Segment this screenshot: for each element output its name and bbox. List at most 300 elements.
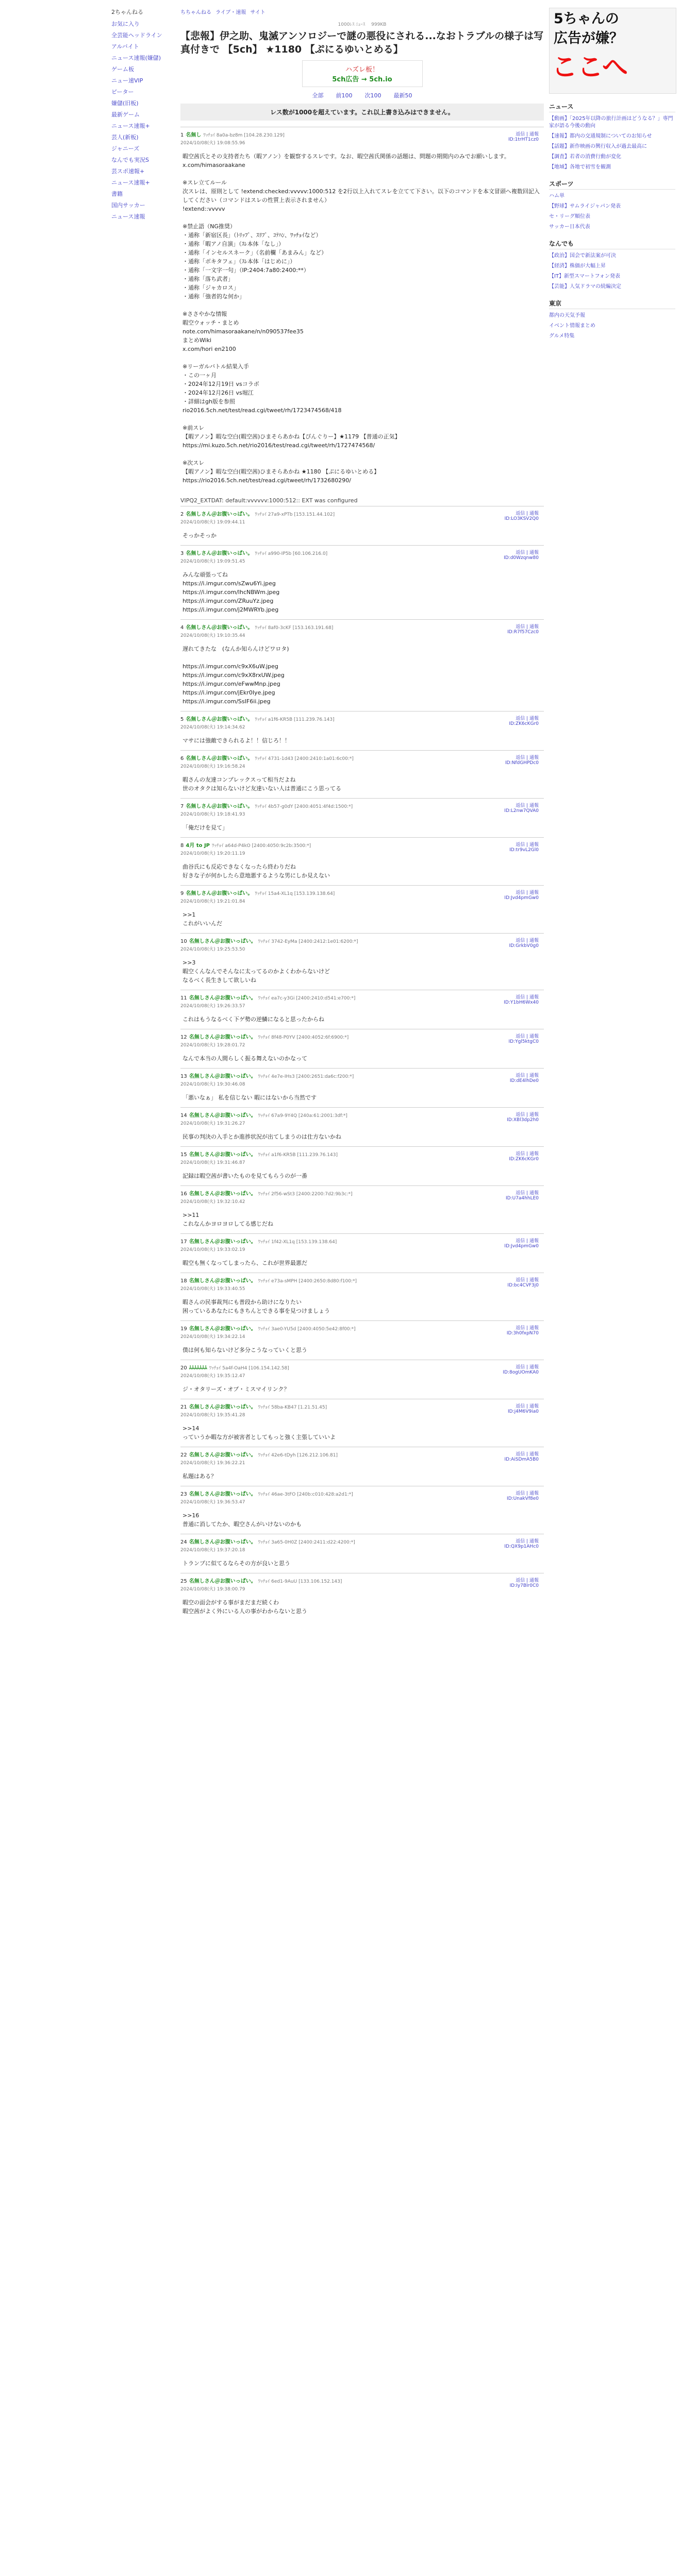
thread-main [180,8,544,1621]
reply-link[interactable]: 返信 [516,1578,525,1583]
post-number[interactable]: 11 [180,995,187,1001]
post-actions: 返信 | 通報 ID:j4M6V9ia0 [508,1404,539,1414]
post-actions: 返信 | 通報 ID:NfdGHPDc0 [505,755,539,766]
post-id[interactable]: ID:U7a4hhLE0 [505,1196,539,1201]
post-body: 暇さんの民事裁判にも普段から助けになりたい 困っているあなたにもきちんとできる事を見つけましょう [182,1299,330,1314]
post-name[interactable]: 名無しさん＠お腹いっぱい。 [189,1452,256,1458]
post-name[interactable]: 名無しさん＠お腹いっぱい。 [186,756,253,761]
post-date: 2024/10/08(火) 19:08:55.96 [180,141,245,146]
post-body: 暇さんの友達コンプレックスって相当だよね 世のオタクは知らないけど友達いない人は普通にこう思ってる [182,776,341,792]
report-link[interactable]: 通報 [529,1578,539,1583]
post-id[interactable]: ID:Jvd4pmGw0 [504,895,539,901]
reply-link[interactable]: 返信 [516,511,525,516]
news-item[interactable]: 【動画】「2025年以降の旅行計画はどうなる？」専門家が語る今後の動向 [549,116,673,129]
post-name[interactable]: 名無しさん＠お腹いっぱい。 [189,1579,256,1584]
post-id[interactable]: ID:GrkbV0g0 [509,943,539,948]
post [180,1068,544,1107]
post-id[interactable]: ID:NfdGHPDc0 [505,760,539,766]
post-header [180,841,544,849]
left-nav [108,8,180,222]
ad-line-1: ハズレ板！ [345,66,379,74]
nav-item[interactable]: ピーター [111,89,134,95]
post-body: >>14 っていうか暇な方が被害者としてもっと強く主張していいよ [182,1425,336,1440]
report-link[interactable]: 通報 [529,1034,539,1039]
post [180,506,544,545]
post-date: 2024/10/08(火) 19:26:33.57 [180,1004,245,1009]
post-name[interactable]: 名無しさん＠お腹いっぱい。 [186,804,253,809]
news-item[interactable]: 【調査】若者の消費行動が変化 [549,154,621,160]
post-name[interactable]: 名無しさん＠お腹いっぱい。 [189,1326,256,1332]
post-date: 2024/10/08(火) 19:35:41.28 [180,1413,245,1418]
post-date: 2024/10/08(火) 19:36:53.47 [180,1500,245,1505]
reply-link[interactable]: 返信 [516,1151,525,1157]
nav-item[interactable]: ゲーム板 [111,66,134,73]
nav-item[interactable]: ジャニーズ [111,145,140,152]
reply-link[interactable]: 返信 [516,132,525,137]
post-name[interactable]: 名無しさん＠お腹いっぱい。 [189,939,256,944]
reply-link[interactable]: 返信 [516,1491,525,1496]
post-header [180,1237,544,1245]
post-actions: 返信 | 通報 ID:d0Wzqnw80 [504,550,539,561]
third-list [549,312,675,340]
post-actions: 返信 | 通報 ID:3h0fxpN70 [506,1326,539,1336]
report-link[interactable]: 通報 [529,624,539,630]
reply-link[interactable]: 返信 [516,938,525,943]
reply-link[interactable]: 返信 [516,1278,525,1283]
post-actions: 返信 | 通報 ID:ZK6cKGr0 [509,716,539,726]
post [180,545,544,619]
post-header [180,1111,544,1118]
post-meta: ﾜｯﾁｮｲ 8af0-3cKF [153.163.191.68] [255,625,334,631]
report-link[interactable]: 通報 [529,1365,539,1370]
post [180,1534,544,1573]
reply-link[interactable]: 返信 [516,890,525,895]
post-name[interactable]: 4月 to JP [186,843,210,849]
post-name[interactable]: ﾑﾑﾑﾑﾑﾑﾑ [189,1365,207,1371]
post-meta: ﾜｯﾁｮｲ ea7c-y3Gi [2400:2410:d541:e700:*] [258,996,356,1001]
post-number[interactable]: 4 [180,625,184,631]
nav-items [108,18,180,222]
post-id[interactable]: ID:R7f57Czc0 [507,630,539,635]
sports-item[interactable]: サッカー日本代表 [549,224,590,230]
sports-item[interactable]: 【野球】サムライジャパン発表 [549,204,621,209]
post [180,1185,544,1233]
other-item[interactable]: 【芸能】人気ドラマの続編決定 [549,284,621,290]
third-item[interactable]: グルメ特集 [549,333,575,339]
post-id[interactable]: ID:AiSDmA5B0 [504,1457,539,1462]
thread-nav-link[interactable]: 次100 [364,92,381,99]
post-number[interactable]: 16 [180,1191,187,1197]
report-link[interactable]: 通報 [529,1073,539,1078]
post-actions: 返信 | 通報 ID:R7f57Czc0 [507,624,539,635]
report-link[interactable]: 通報 [529,995,539,1000]
post-id[interactable]: ID:1trHT1cz0 [508,137,539,142]
post-name[interactable]: 名無しさん＠お腹いっぱい。 [189,995,256,1001]
sports-heading: スポーツ [549,179,675,190]
post-id[interactable]: ID:XBl3dp2h0 [507,1117,539,1123]
post-actions: 返信 | 通報 ID:Iy7Blr0C0 [509,1578,539,1588]
post-number[interactable]: 3 [180,551,184,556]
post-number[interactable]: 21 [180,1404,187,1410]
news-item[interactable]: 【地域】各地で初雪を観測 [549,164,611,170]
post-body: マサには強敵できられるよ！！信じろ！！ [182,737,290,744]
reply-link[interactable]: 返信 [516,1112,525,1117]
reply-link[interactable]: 返信 [516,1452,525,1457]
reply-link[interactable]: 返信 [516,1239,525,1244]
reply-link[interactable]: 返信 [516,550,525,555]
sports-item[interactable]: セ・リーグ順位表 [549,214,590,219]
post-number[interactable]: 20 [180,1365,187,1371]
post-id[interactable]: ID:Jvd4pmGw0 [504,1244,539,1249]
nav-item[interactable]: 書籍 [111,191,123,197]
post-date: 2024/10/08(火) 19:33:40.55 [180,1286,245,1292]
post-actions: 返信 | 通報 ID:L2nw7QVA0 [504,803,539,814]
post-name[interactable]: 名無し [186,132,202,138]
report-link[interactable]: 通報 [529,1151,539,1157]
nav-item[interactable]: 国内サッカー [111,202,145,209]
report-link[interactable]: 通報 [529,1191,539,1196]
post-header [180,937,544,944]
report-link[interactable]: 通報 [529,716,539,721]
other-item[interactable]: 【政治】国会で新法案が可決 [549,253,616,259]
post-actions: 返信 | 通報 ID:XBl3dp2h0 [507,1112,539,1123]
post-id[interactable]: ID:8ogUOmKA0 [503,1370,539,1375]
nav-item[interactable]: 芸人(新板) [111,134,139,141]
post-name[interactable]: 名無しさん＠お腹いっぱい。 [189,1492,256,1497]
post-header [180,754,544,761]
post-id[interactable]: ID:dE4lhDe0 [509,1078,539,1083]
post-number[interactable]: 9 [180,891,184,896]
post-name[interactable]: 名無しさん＠お腹いっぱい。 [186,512,253,517]
report-link[interactable]: 通報 [529,1326,539,1331]
post-date: 2024/10/08(火) 19:36:22.21 [180,1461,245,1466]
post-name[interactable]: 名無しさん＠お腹いっぱい。 [189,1035,256,1040]
third-item[interactable]: イベント情報まとめ [549,323,595,329]
sports-list [549,193,675,231]
top-link[interactable]: ちちゃんねる [180,10,211,15]
post-list [180,127,544,1621]
nav-item[interactable]: お気に入り [111,21,140,27]
post [180,1573,544,1621]
third-item[interactable]: 都内の天気予報 [549,313,585,318]
report-link[interactable]: 通報 [529,550,539,555]
report-link[interactable]: 通報 [529,1112,539,1117]
post-date: 2024/10/08(火) 19:10:35.44 [180,633,245,638]
post-date: 2024/10/08(火) 19:35:12.47 [180,1374,245,1379]
other-item[interactable]: 【IT】新型スマートフォン発表 [549,274,621,279]
post-date: 2024/10/08(火) 19:21:01.84 [180,899,245,904]
post-name[interactable]: 名無しさん＠お腹いっぱい。 [189,1191,256,1197]
post-id[interactable]: ID:ZK6cKGr0 [509,1157,539,1162]
top-link[interactable]: サイト [250,10,265,15]
nav-item[interactable]: ニュース速報+ [111,123,150,129]
post-meta: ﾜｯﾁｮｲ 3ae0-YU5d [2400:4050:5e42:8f00:*] [258,1327,356,1332]
nav-item[interactable]: 全芸能ヘッドライン [111,32,162,39]
post-meta: ﾜｯﾁｮｲ 1f42-XL1q [153.139.138.64] [258,1240,337,1245]
post-name[interactable]: 名無しさん＠お腹いっぱい。 [186,717,253,722]
report-link[interactable]: 通報 [529,755,539,760]
post-header [180,715,544,722]
nav-item[interactable]: ニュース速報 [111,213,145,220]
report-link[interactable]: 通報 [529,938,539,943]
nav-title: 2ちゃんねる [111,9,143,15]
reply-link[interactable]: 返信 [516,995,525,1000]
post-number[interactable]: 23 [180,1492,187,1497]
post-actions: 返信 | 通報 ID:tr9vL2Gl0 [509,842,539,853]
post-date: 2024/10/08(火) 19:16:58.24 [180,764,245,769]
post-meta: ﾜｯﾁｮｲ a64d-P4kO [2400:4050:9c2b:3500:*] [212,843,311,849]
post-actions: 返信 | 通報 ID:Jvd4pmGw0 [504,890,539,901]
post-header [180,510,544,517]
post-header [180,1032,544,1040]
post-id[interactable]: ID:L2nw7QVA0 [504,808,539,814]
post-number[interactable]: 18 [180,1278,187,1284]
reply-link[interactable]: 返信 [516,803,525,808]
post-number[interactable]: 10 [180,939,187,944]
report-link[interactable]: 通報 [529,511,539,516]
post [180,1320,544,1360]
post [180,837,544,885]
nav-item[interactable]: なんでも実況S [111,157,149,163]
news-item[interactable]: 【話題】新作映画の興行収入が過去最高に [549,144,647,149]
post-header [180,889,544,896]
third-heading: 東京 [549,299,675,309]
post-date: 2024/10/08(火) 19:30:46.08 [180,1082,245,1087]
ad-box[interactable] [302,60,423,87]
post-id[interactable]: ID:Ygl5ktgC0 [508,1039,539,1044]
post-meta: ﾜｯﾁｮｲ 3742-EyMa [2400:2412:1e01:6200:*] [258,939,358,944]
nav-item[interactable]: 芸スポ速報+ [111,168,145,175]
post-date: 2024/10/08(火) 19:37:20.18 [180,1548,245,1553]
post-name[interactable]: 名無しさん＠お腹いっぱい。 [186,625,253,631]
post [180,798,544,837]
post-body: >>3 暇空くんなんでそんなに太ってるのかよくわからないけど なるべく長生きして欲しいね [182,959,330,984]
ad-banner[interactable] [549,8,676,94]
post-header [180,1577,544,1584]
post-meta: ﾜｯﾁｮｲ a990-IP5b [60.106.216.0] [255,551,328,556]
post-name[interactable]: 名無しさん＠お腹いっぱい。 [189,1113,256,1118]
post-date: 2024/10/08(火) 19:31:46.87 [180,1160,245,1165]
post-meta: ﾜｯﾁｮｲ 8f48-P0YV [2400:4052:6f:6900:*] [258,1035,349,1040]
report-link[interactable]: 通報 [529,1239,539,1244]
nav-item[interactable]: ニュー速VIP [111,77,143,84]
sports-item[interactable]: ハム単 [549,193,564,199]
post-id[interactable]: ID:j4M6V9ia0 [508,1409,539,1414]
post [180,1399,544,1447]
post-meta: ﾜｯﾁｮｲ 67a9-9Y4Q [240a:61:2001:3df:*] [258,1113,347,1118]
post-header [180,1189,544,1197]
post-body: >>1 これがいいんだ [182,911,222,927]
reply-link[interactable]: 返信 [516,1073,525,1078]
post-number[interactable]: 6 [180,756,184,761]
post [180,1107,544,1146]
post-number[interactable]: 13 [180,1074,187,1079]
post-date: 2024/10/08(火) 19:20:11.19 [180,851,245,856]
post-actions: 返信 | 通報 ID:U7a4hhLE0 [505,1191,539,1201]
nav-item[interactable]: ニュース速報(嫌儲) [111,55,161,61]
post-actions: 返信 | 通報 ID:ZK6cKGr0 [509,1151,539,1162]
post-actions: 返信 | 通報 ID:8ogUOmKA0 [503,1365,539,1375]
post-header [180,130,544,138]
post-name[interactable]: 名無しさん＠お腹いっぱい。 [189,1239,256,1245]
thread-nav-link[interactable]: 全部 [312,92,324,99]
post-number[interactable]: 15 [180,1152,187,1158]
post-meta: ﾜｯﾁｮｲ 6ed1-9AuU [133.106.152.143] [258,1579,342,1584]
post-meta: ﾜｯﾁｮｲ 4731-1d43 [2400:2410:1a01:6c00:*] [255,756,354,761]
post-name[interactable]: 名無しさん＠お腹いっぱい。 [186,891,253,896]
reply-link[interactable]: 返信 [516,1365,525,1370]
post-body: 民事の判決の入手とか進捗状況が出てしまうのは仕方ないかね [182,1133,341,1140]
post-actions: 返信 | 通報 ID:LO3KSV2Q0 [504,511,539,521]
post [180,750,544,798]
post [180,1146,544,1185]
post-actions: 返信 | 通報 ID:UnakVf8e0 [507,1491,539,1501]
post-header [180,1363,544,1371]
reply-link[interactable]: 返信 [516,755,525,760]
post-meta: ﾜｯﾁｮｲ 4b57-g0dY [2400:4051:4f4d:1500:*] [255,804,353,809]
post [180,1233,544,1273]
thread-nav-link[interactable]: 最新50 [393,92,412,99]
post-meta: ﾜｯﾁｮｲ a1f6-KR5B [111.239.76.143] [258,1153,338,1158]
post [180,711,544,750]
post-actions: 返信 | 通報 ID:AiSDmA5B0 [504,1452,539,1462]
thread-full-warning: レス数が1000を超えています。これ以上書き込みはできません。 [180,104,544,121]
post-meta: ﾜｯﾁｮｲ 4e7e-IHs3 [2400:2651:da6c:f200:*] [258,1074,354,1079]
post-id[interactable]: ID:QX9p1AHc0 [504,1544,539,1549]
post-header [180,993,544,1001]
post-header [180,1402,544,1410]
report-link[interactable]: 通報 [529,890,539,895]
post-body: 暇空も無くなってしまったら、これが世界最悪だ [182,1260,307,1266]
report-link[interactable]: 通報 [529,1404,539,1409]
post-body: 僕は何も知らないけど多分こうなっていくと思う [182,1347,307,1353]
news-heading: ニュース [549,102,675,112]
post-meta: ﾜｯﾁｮｲ 58ba-KB47 [1.21.51.45] [258,1405,327,1410]
report-link[interactable]: 通報 [529,132,539,137]
post-meta: ﾜｯﾁｮｲ 42e6-tDyh [126.212.106.81] [258,1453,338,1458]
post-number[interactable]: 1 [180,132,184,138]
report-link[interactable]: 通報 [529,1452,539,1457]
post-header [180,1072,544,1079]
post-header [180,1150,544,1158]
post-body: なんで本当の人間らしく振る舞えないのかなって [182,1055,307,1062]
post-name[interactable]: 名無しさん＠お腹いっぱい。 [189,1278,256,1284]
post-number[interactable]: 22 [180,1452,187,1458]
thread-nav-link[interactable]: 前100 [336,92,353,99]
post-id[interactable]: ID:LO3KSV2Q0 [504,516,539,521]
post-meta: ﾜｯﾁｮｲ 46ae-3tFO [240b:c010:428:a2d1:*] [258,1492,353,1497]
report-link[interactable]: 通報 [529,1539,539,1544]
post-number[interactable]: 17 [180,1239,187,1245]
nav-item[interactable]: 最新ゲーム [111,111,140,118]
post-name[interactable]: 名無しさん＠お腹いっぱい。 [189,1539,256,1545]
post-number[interactable]: 25 [180,1579,187,1584]
post-body: 私題はある？ [182,1473,217,1480]
post-number[interactable]: 19 [180,1326,187,1332]
post-meta: ﾜｯﾁｮｲ e73a-sMPH [2400:2650:8d80:f100:*] [258,1279,357,1284]
post-date: 2024/10/08(火) 19:14:34.62 [180,725,245,730]
post-date: 2024/10/08(火) 19:28:01.72 [180,1043,245,1048]
post-header [180,1450,544,1458]
post-header [180,802,544,809]
post-date: 2024/10/08(火) 19:38:00.79 [180,1587,245,1592]
reply-link[interactable]: 返信 [516,1034,525,1039]
post-number[interactable]: 12 [180,1035,187,1040]
post [180,127,544,490]
post-body: >>11 これなんかヨロヨロしてる感じだね [182,1212,273,1227]
post-id[interactable]: ID:Iy7Blr0C0 [509,1583,539,1588]
post-id[interactable]: ID:tr9vL2Gl0 [509,848,539,853]
reply-link[interactable]: 返信 [516,1539,525,1544]
top-links [180,8,544,15]
post-number[interactable]: 8 [180,843,184,849]
post-number[interactable]: 2 [180,512,184,517]
post-id[interactable]: ID:UnakVf8e0 [507,1496,539,1501]
post-name[interactable]: 名無しさん＠お腹いっぱい。 [186,551,253,556]
post-actions: 返信 | 通報 ID:GrkbV0g0 [509,938,539,948]
post [180,885,544,933]
report-link[interactable]: 通報 [529,803,539,808]
post-id[interactable]: ID:3h0fxpN70 [506,1331,539,1336]
top-link[interactable]: ライブ・速報 [215,10,246,15]
report-link[interactable]: 通報 [529,1491,539,1496]
report-link[interactable]: 通報 [529,1278,539,1283]
post-body: 暇空の面会がする事がまだまだ続くわ 暇空茜がよく外にいる人の事がわからないと思う [182,1599,307,1615]
post-number[interactable]: 14 [180,1113,187,1118]
post-id[interactable]: ID:ZK6cKGr0 [509,721,539,726]
news-item[interactable]: 【速報】都内の交通規制についてのお知らせ [549,133,652,139]
post-meta: ﾜｯﾁｮｲ 2f56-wSt3 [2400:2200:7d2:9b3c:*] [258,1192,353,1197]
post-meta: ﾜｯﾁｮｲ 8a0a-bz8m [104.28.230.129] [203,133,285,138]
post-id[interactable]: ID:Y1bH6Wx40 [504,1000,539,1005]
post-id[interactable]: ID:bc4CVF3j0 [507,1283,539,1288]
post [180,1486,544,1534]
nav-item[interactable]: ニュース速報+ [111,179,150,186]
reply-link[interactable]: 返信 [516,716,525,721]
post [180,933,544,990]
post-header [180,1324,544,1332]
other-item[interactable]: 【経済】株価が大幅上昇 [549,263,606,269]
post-name[interactable]: 名無しさん＠お腹いっぱい。 [189,1404,256,1410]
nav-item[interactable]: アルバイト [111,43,139,50]
post-number[interactable]: 7 [180,804,184,809]
reply-link[interactable]: 返信 [516,842,525,848]
post [180,619,544,711]
reply-link[interactable]: 返信 [516,1191,525,1196]
post-number[interactable]: 5 [180,717,184,722]
post-date: 2024/10/08(火) 19:25:53.50 [180,947,245,952]
nav-item[interactable]: 嫌儲(旧板) [111,100,139,107]
post-actions: 返信 | 通報 ID:QX9p1AHc0 [504,1539,539,1549]
post [180,1447,544,1486]
post-number[interactable]: 24 [180,1539,187,1545]
post-date: 2024/10/08(火) 19:34:22.14 [180,1334,245,1340]
post-date: 2024/10/08(火) 19:09:51.45 [180,559,245,564]
post-name[interactable]: 名無しさん＠お腹いっぱい。 [189,1074,256,1079]
post-id[interactable]: ID:d0Wzqnw80 [504,555,539,561]
post-date: 2024/10/08(火) 19:18:41.93 [180,812,245,817]
post-body: 暇空茜氏とその支持者たち（暇アノン）を観察するスレです。なお、暇空茜氏関係の話題は、問題の期間内のみでお願いします。 x.com/himasoraakane ※スレ立てルール 次スレは、原則として !extend:checked:vvvvv:1000:512 を2行以上入れてスレを立てて下さい。以下のコマンドを本文冒頭へ複数回記入してください（コマンドはスレの性質上表示されません） !extend::vvvvv ※禁止語（NG推奨） ・通称「新宿区長」（ﾄﾘｯﾌﾟ、ｽﾘﾌﾟ、ｺﾃﾊﾝ、ﾜｯﾁｮｲなど） ・通称「暇アノ自演」（ｽﾚ本体「なし」） ・通称「インセルスネーク」（名前欄「あまみん」など） ・通称「ボキタフェ」（ｽﾚ本体「はじめに」） ・通称「一文字一句」（IP:2404:7a80:2400:**） ・通称「落ち武者」 ・通称「ジャカロス」 ・通称「強者的な何か」 ※ささやかな情報 暇空ウォッチ・まとめ note.com/himasoraakane/n/n090537fee35 まとめWiki x.com/hori en2100 ※リーガルバトル結果入手 ・この一ヶ月 ・2024年12月19日 vsコラボ ・2024年12月26日 vs堀江 ・詳細はgh版を参照 rio2016.5ch.net/test/read.cgi/tweet/rh/1723474568/418 ※前スレ 【暇アノン】暇な空白(暇空茜)ひまそらあかね【ぴんぐりー】★1179 【普通の正気】 https://mi.kuzo.5ch.net/rio2016/test/read.cgi/tweet/rh/1727474568/ ※次スレ 【暇アノン】暇な空白(暇空茜)ひまそらあかね ★1180 【ぷにるゆいとめる】 https://rio2016.5ch.net/test/read.cgi/tweet/rh/1732680290/ [182,153,540,484]
post-body: 「俺だけを見て」 [182,824,228,831]
report-link[interactable]: 通報 [529,842,539,848]
post-body: これはもうなるべく下ゲ勢の逆鱗になると思ったからね [182,1016,324,1023]
post-meta: ﾜｯﾁｮｲ 27a9-xPTb [153.151.44.102] [255,512,335,517]
reply-link[interactable]: 返信 [516,624,525,630]
other-heading: なんでも [549,239,675,249]
post-name[interactable]: 名無しさん＠お腹いっぱい。 [189,1152,256,1158]
reply-link[interactable]: 返信 [516,1404,525,1409]
reply-link[interactable]: 返信 [516,1326,525,1331]
